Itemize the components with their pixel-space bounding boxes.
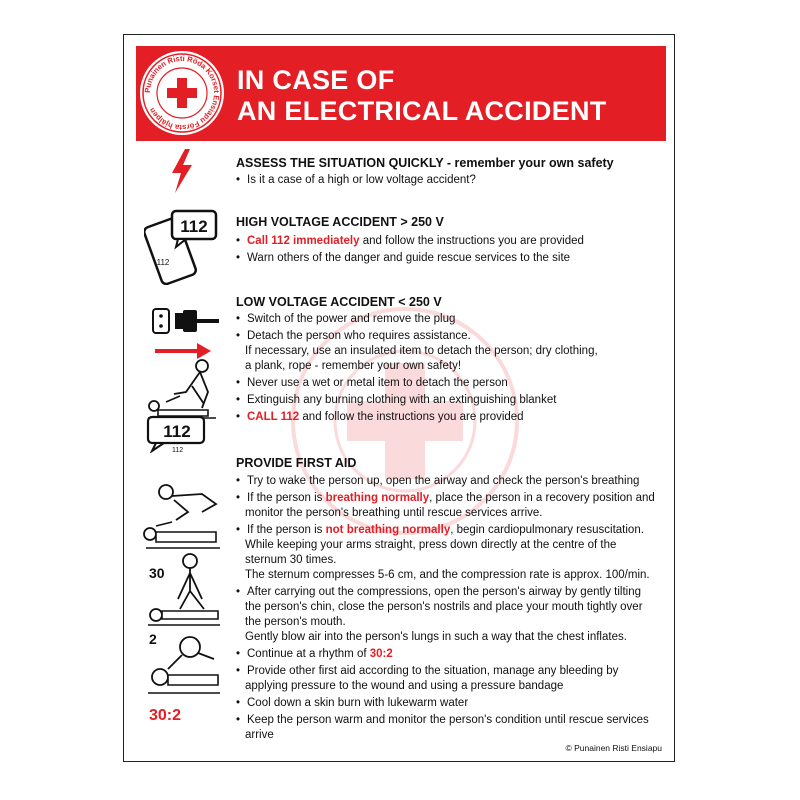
speech-bubble-112-icon xyxy=(146,415,208,453)
list-item-continued: the person's chin, close the person's nostrils and place your mouth tightly over xyxy=(245,601,643,613)
header-banner xyxy=(136,46,666,141)
breaths-count-label: 2 xyxy=(149,631,157,647)
red-cross-logo xyxy=(138,49,226,137)
plug-unplugged-icon xyxy=(151,303,221,363)
assess-section-body xyxy=(236,173,666,188)
list-item: • Never use a wet or metal item to detach the person xyxy=(236,376,666,391)
list-item-continued: arrive xyxy=(245,729,274,741)
cpr-ratio-label: 30:2 xyxy=(149,707,182,724)
list-item-continued: sternum 30 times. xyxy=(245,554,337,566)
poster xyxy=(123,34,675,762)
list-item: • Detach the person who requires assistance. xyxy=(236,329,666,344)
list-item-continued: applying pressure to the wound and using a pressure bandage xyxy=(245,680,564,692)
list-item-continued: The sternum compresses 5-6 cm, and the compression rate is approx. 100/min. xyxy=(245,569,650,581)
list-item: • Try to wake the person up, open the airway and check the person's breathing xyxy=(236,474,666,489)
rescuer-detaching-person-icon xyxy=(146,358,218,420)
list-item-continued: a plank, rope - remember your own safety! xyxy=(245,360,462,372)
list-item-continued: the person's mouth. xyxy=(245,616,346,628)
recovery-position-icon xyxy=(142,482,222,552)
list-item-continued: If necessary, use an insulated item to detach the person; dry clothing, xyxy=(245,345,598,357)
list-item: • CALL 112 and follow the instructions you are provided xyxy=(236,410,666,425)
copyright-notice: © Punainen Risti Ensiapu xyxy=(565,743,662,753)
svg-text:Punainen Risti Röda Korset Ens: Punainen Risti Röda Korset Ensiapu Första hjälpen xyxy=(142,53,222,133)
first-aid-section-body xyxy=(236,474,666,743)
rescue-breaths-icon xyxy=(146,633,222,697)
list-item: • Is it a case of a high or low voltage accident? xyxy=(236,173,666,188)
list-item: • Warn others of the danger and guide rescue services to the site xyxy=(236,251,666,266)
first-aid-section-title: PROVIDE FIRST AID xyxy=(236,456,357,470)
list-item: • If the person is not breathing normally, begin cardiopulmonary resuscitation. xyxy=(236,523,666,538)
high-voltage-section-body xyxy=(236,234,666,266)
low-voltage-section-body xyxy=(236,312,666,425)
list-item-continued: monitor the person's breathing until rescue services arrive. xyxy=(245,507,543,519)
svg-text:112: 112 xyxy=(180,217,208,236)
svg-text:112: 112 xyxy=(156,258,170,267)
list-item: • Call 112 immediately and follow the instructions you are provided xyxy=(236,234,666,249)
title-line-2: AN ELECTRICAL ACCIDENT xyxy=(237,96,607,126)
title-line-1: IN CASE OF xyxy=(237,65,395,95)
list-item: • Cool down a skin burn with lukewarm water xyxy=(236,696,666,711)
list-item-continued: While keeping your arms straight, press down directly at the centre of the xyxy=(245,539,617,551)
high-voltage-section-title: HIGH VOLTAGE ACCIDENT > 250 V xyxy=(236,215,444,229)
list-item: • Switch of the power and remove the plug xyxy=(236,312,666,327)
mobile-phone-112-icon xyxy=(144,205,224,285)
list-item: • Continue at a rhythm of 30:2 xyxy=(236,647,666,662)
list-item: • Keep the person warm and monitor the person's condition until rescue services xyxy=(236,713,666,728)
list-item: • If the person is breathing normally, place the person in a recovery position and xyxy=(236,491,666,506)
list-item: • After carrying out the compressions, open the person's airway by gently tilting xyxy=(236,585,666,600)
assess-section-title: ASSESS THE SITUATION QUICKLY - remember your own safety xyxy=(236,156,614,170)
svg-text:112: 112 xyxy=(163,422,191,441)
list-item-continued: Gently blow air into the person's lungs in such a way that the chest inflates. xyxy=(245,631,627,643)
compressions-count-label: 30 xyxy=(149,565,165,581)
list-item: • Provide other first aid according to the situation, manage any bleeding by xyxy=(236,664,666,679)
list-item: • Extinguish any burning clothing with an extinguishing blanket xyxy=(236,393,666,408)
lightning-bolt-icon xyxy=(169,148,195,194)
svg-text:112: 112 xyxy=(172,447,184,453)
low-voltage-section-title: LOW VOLTAGE ACCIDENT < 250 V xyxy=(236,295,442,309)
